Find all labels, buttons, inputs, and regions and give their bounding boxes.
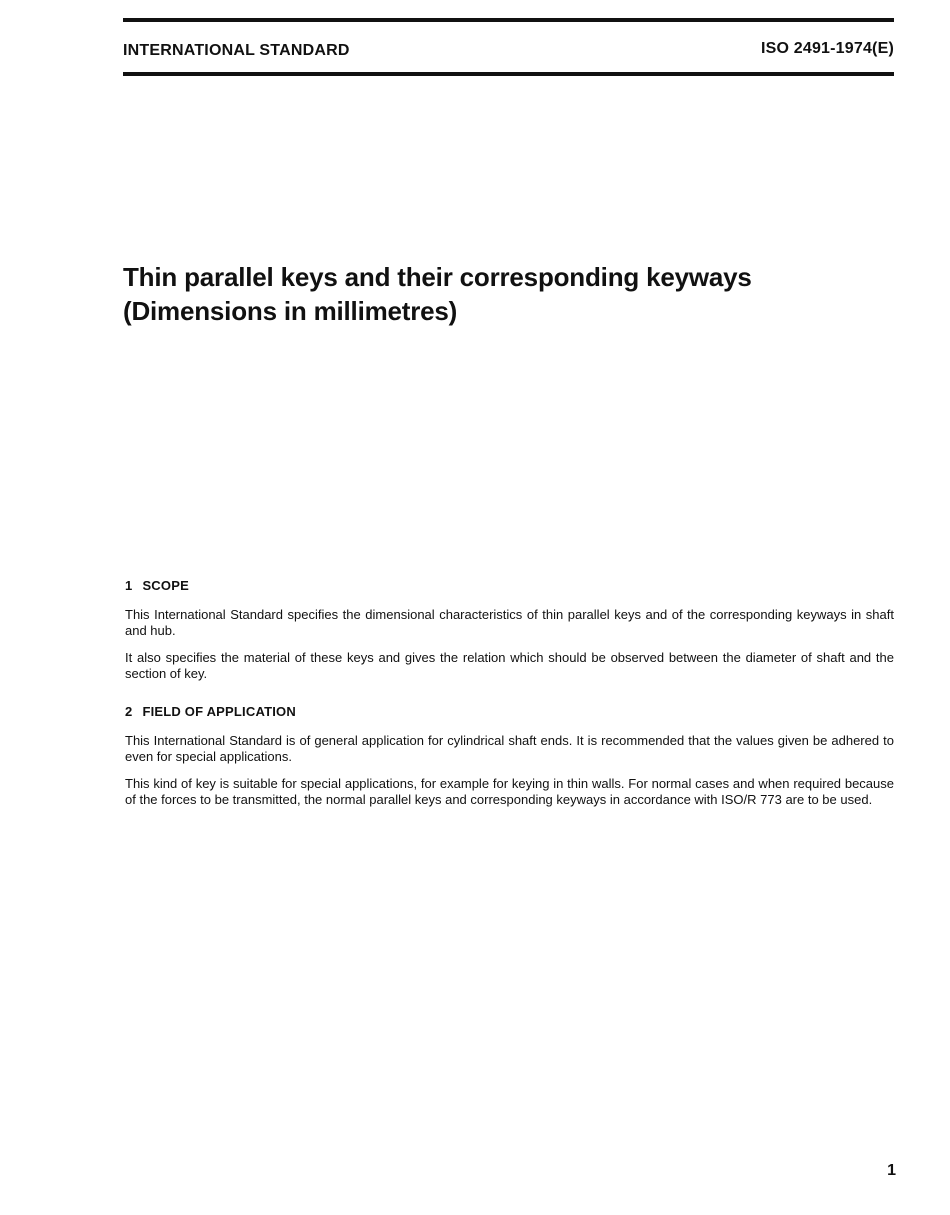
section-number: 1 — [125, 578, 133, 593]
section-scope — [125, 578, 894, 682]
section-heading — [125, 704, 894, 720]
paragraph: This International Standard specifies the dimensional characteristics of thin parallel keys and of the corresponding keyways in shaft and hub. — [125, 607, 894, 638]
section-field-of-application — [125, 704, 894, 808]
document-title — [123, 260, 883, 328]
section-title: FIELD OF APPLICATION — [142, 704, 296, 719]
section-heading — [125, 578, 894, 594]
header-top-rule — [123, 18, 894, 22]
paragraph: This International Standard is of general application for cylindrical shaft ends. It is recommended that the values given be adhered to even for special applications. — [125, 733, 894, 764]
paragraph: It also specifies the material of these keys and gives the relation which should be observed between the diameter of shaft and the section of key. — [125, 650, 894, 681]
paragraph: This kind of key is suitable for special applications, for example for keying in thin walls. For normal cases and when required because of the forces to be transmitted, the normal parallel keys and corresponding keyways in accordance with ISO/R 773 are to be used. — [125, 776, 894, 807]
title-line-2: (Dimensions in millimetres) — [123, 296, 458, 326]
document-body — [125, 578, 894, 830]
header-standard-number: ISO 2491-1974(E) — [760, 40, 894, 57]
title-line-1: Thin parallel keys and their corresponding keyways — [123, 262, 752, 292]
page-number: 1 — [887, 1162, 896, 1179]
header-standard-label: INTERNATIONAL STANDARD — [123, 42, 350, 59]
section-title: SCOPE — [142, 578, 189, 593]
section-number: 2 — [125, 704, 133, 719]
header-bottom-rule — [123, 72, 894, 76]
